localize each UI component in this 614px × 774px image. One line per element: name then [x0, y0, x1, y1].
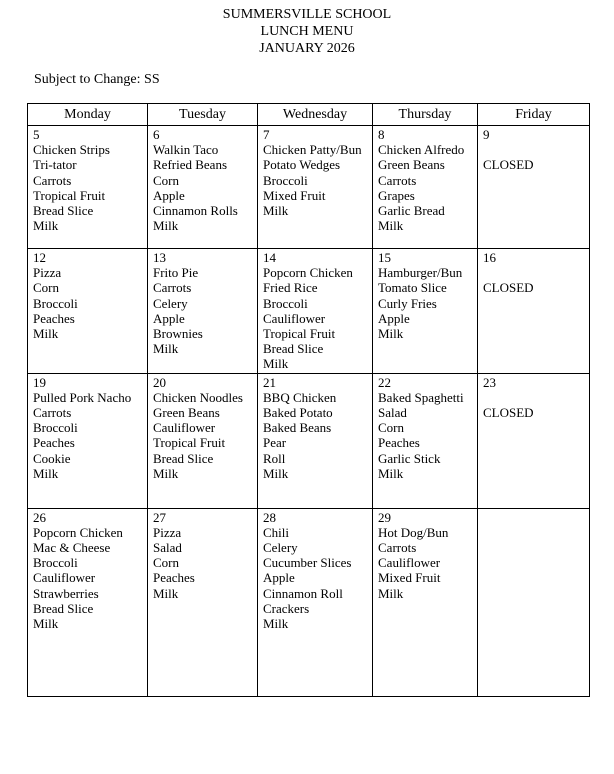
menu-item: Corn	[153, 172, 179, 188]
day-cell	[258, 373, 373, 508]
menu-item: Broccoli	[263, 172, 308, 188]
menu-item: Potato Wedges	[263, 157, 341, 173]
menu-item: Grapes	[378, 187, 415, 203]
menu-item: Strawberries	[33, 585, 99, 601]
menu-item: Salad	[153, 540, 182, 556]
menu-item: Roll	[263, 450, 286, 466]
day-number: 8	[378, 127, 385, 142]
menu-item: Cookie	[33, 450, 71, 466]
menu-item: Carrots	[33, 172, 72, 188]
day-number: 16	[483, 250, 496, 265]
menu-item: Frito Pie	[153, 265, 199, 281]
menu-item: Milk	[378, 465, 404, 481]
menu-item: Milk	[153, 585, 179, 601]
menu-item: Fried Rice	[263, 280, 318, 296]
menu-item: Mixed Fruit	[263, 187, 326, 203]
menu-item: Green Beans	[153, 405, 220, 421]
menu-item: Apple	[153, 310, 185, 326]
week-row	[28, 373, 590, 508]
day-cell	[373, 249, 478, 374]
menu-item: Chili	[263, 524, 290, 540]
week-row	[28, 126, 590, 249]
day-cell	[478, 508, 590, 696]
day-cell	[28, 126, 148, 249]
day-cell	[478, 249, 590, 374]
menu-item: Broccoli	[33, 555, 78, 571]
menu-item: BBQ Chicken	[263, 389, 337, 405]
day-cell	[148, 249, 258, 374]
menu-item: Milk	[153, 218, 179, 234]
menu-item: Corn	[33, 280, 59, 296]
day-number: 13	[153, 250, 166, 265]
menu-item: Cinnamon Rolls	[153, 203, 238, 219]
menu-item: Cucumber Slices	[263, 555, 352, 571]
menu-header	[0, 6, 614, 57]
menu-item: Curly Fries	[378, 295, 437, 311]
menu-item: Chicken Noodles	[153, 389, 243, 405]
menu-item: Broccoli	[33, 295, 78, 311]
day-cell	[478, 126, 590, 249]
menu-item: Chicken Alfredo	[378, 142, 465, 158]
menu-item: Pear	[263, 435, 287, 451]
day-number: 15	[378, 250, 391, 265]
menu-item: Cauliflower	[33, 570, 96, 586]
menu-item: Crackers	[263, 600, 310, 616]
menu-item: Garlic Bread	[378, 203, 445, 219]
menu-item: Hamburger/Bun	[378, 265, 463, 281]
day-number: 20	[153, 374, 166, 390]
day-number: 26	[33, 509, 46, 525]
week-row	[28, 249, 590, 374]
day-cell	[28, 249, 148, 374]
day-header-thursday: Thursday	[373, 104, 478, 126]
closed-label: CLOSED	[483, 404, 534, 420]
day-cell	[258, 249, 373, 374]
day-number: 19	[33, 374, 46, 390]
menu-item: Pulled Pork Nacho	[33, 389, 132, 405]
menu-item: Hot Dog/Bun	[378, 524, 449, 540]
menu-item: Apple	[263, 570, 295, 586]
menu-item: Pizza	[153, 524, 182, 540]
menu-item: Milk	[263, 616, 289, 632]
menu-title: LUNCH MENU	[260, 24, 354, 39]
menu-item: Tropical Fruit	[153, 435, 226, 451]
menu-item: Baked Potato	[263, 405, 333, 421]
closed-label: CLOSED	[483, 280, 534, 296]
menu-item: Baked Spaghetti	[378, 389, 464, 405]
menu-item: Milk	[153, 465, 179, 481]
weekday-header-row	[28, 104, 590, 126]
menu-item: Chicken Patty/Bun	[263, 142, 362, 158]
menu-item: Garlic Stick	[378, 450, 441, 466]
day-number: 9	[483, 127, 490, 142]
menu-item: Walkin Taco	[153, 142, 219, 158]
day-cell	[28, 508, 148, 696]
menu-item: Broccoli	[263, 295, 308, 311]
day-number: 7	[263, 127, 270, 142]
menu-item: Tri-tator	[33, 157, 77, 173]
menu-item: Bread Slice	[33, 203, 94, 219]
menu-item: Baked Beans	[263, 420, 332, 436]
day-cell	[28, 373, 148, 508]
day-cell	[478, 373, 590, 508]
menu-item: Tropical Fruit	[263, 326, 336, 342]
day-header-tuesday: Tuesday	[148, 104, 258, 126]
day-number: 6	[153, 127, 160, 142]
menu-item: Corn	[153, 555, 179, 571]
day-cell	[258, 126, 373, 249]
menu-item: Milk	[33, 326, 59, 342]
day-number: 5	[33, 127, 40, 142]
menu-item: Milk	[33, 616, 59, 632]
day-cell	[258, 508, 373, 696]
day-header-monday: Monday	[28, 104, 148, 126]
menu-item: Tropical Fruit	[33, 187, 106, 203]
day-header-wednesday: Wednesday	[258, 104, 373, 126]
day-number: 27	[153, 509, 166, 525]
menu-item: Peaches	[378, 435, 420, 451]
day-number: 28	[263, 509, 276, 525]
menu-item: Milk	[378, 218, 404, 234]
menu-item: Pizza	[33, 265, 62, 281]
menu-item: Carrots	[33, 405, 72, 421]
day-cell	[373, 126, 478, 249]
day-cell	[373, 373, 478, 508]
menu-month: JANUARY 2026	[259, 41, 355, 56]
menu-item: Celery	[153, 295, 188, 311]
menu-item: Refried Beans	[153, 157, 228, 173]
menu-item: Popcorn Chicken	[263, 265, 353, 281]
menu-item: Mac & Cheese	[33, 540, 111, 556]
day-number: 23	[483, 374, 496, 390]
school-name: SUMMERSVILLE SCHOOL	[222, 7, 392, 22]
closed-label: CLOSED	[483, 157, 534, 173]
day-cell	[148, 373, 258, 508]
menu-item: Green Beans	[378, 157, 445, 173]
menu-item: Peaches	[153, 570, 195, 586]
day-number: 14	[263, 250, 276, 265]
menu-item: Bread Slice	[263, 341, 324, 357]
menu-item: Milk	[263, 465, 289, 481]
menu-item: Brownies	[153, 326, 203, 342]
menu-item: Apple	[153, 187, 185, 203]
menu-item: Salad	[378, 405, 407, 421]
menu-item: Cauliflower	[263, 310, 326, 326]
menu-item: Bread Slice	[153, 450, 214, 466]
menu-item: Milk	[33, 465, 59, 481]
menu-item: Peaches	[33, 310, 75, 326]
menu-item: Celery	[263, 540, 298, 556]
menu-item: Milk	[263, 203, 289, 219]
menu-item: Carrots	[378, 540, 417, 556]
menu-item: Apple	[378, 310, 410, 326]
menu-item: Carrots	[153, 280, 192, 296]
day-number: 22	[378, 374, 391, 390]
menu-item: Peaches	[33, 435, 75, 451]
day-header-friday: Friday	[478, 104, 590, 126]
menu-item: Tomato Slice	[378, 280, 447, 296]
menu-item: Milk	[378, 326, 404, 342]
menu-item: Milk	[263, 356, 289, 372]
day-number: 12	[33, 250, 46, 265]
day-number: 29	[378, 509, 391, 525]
menu-item: Cauliflower	[153, 420, 216, 436]
menu-item: Cinnamon Roll	[263, 585, 343, 601]
day-cell	[148, 126, 258, 249]
menu-item: Milk	[153, 341, 179, 357]
menu-item: Bread Slice	[33, 600, 94, 616]
menu-item: Mixed Fruit	[378, 570, 441, 586]
lunch-menu-calendar	[27, 103, 590, 697]
subject-to-change-note: Subject to Change: SS	[34, 72, 160, 87]
menu-item: Chicken Strips	[33, 142, 110, 158]
week-row	[28, 508, 590, 696]
day-cell	[148, 508, 258, 696]
day-number: 21	[263, 374, 276, 390]
day-cell	[373, 508, 478, 696]
menu-item: Carrots	[378, 172, 417, 188]
menu-item: Cauliflower	[378, 555, 441, 571]
menu-item: Milk	[378, 585, 404, 601]
menu-item: Popcorn Chicken	[33, 524, 123, 540]
menu-item: Corn	[378, 420, 404, 436]
menu-item: Broccoli	[33, 420, 78, 436]
menu-item: Milk	[33, 218, 59, 234]
